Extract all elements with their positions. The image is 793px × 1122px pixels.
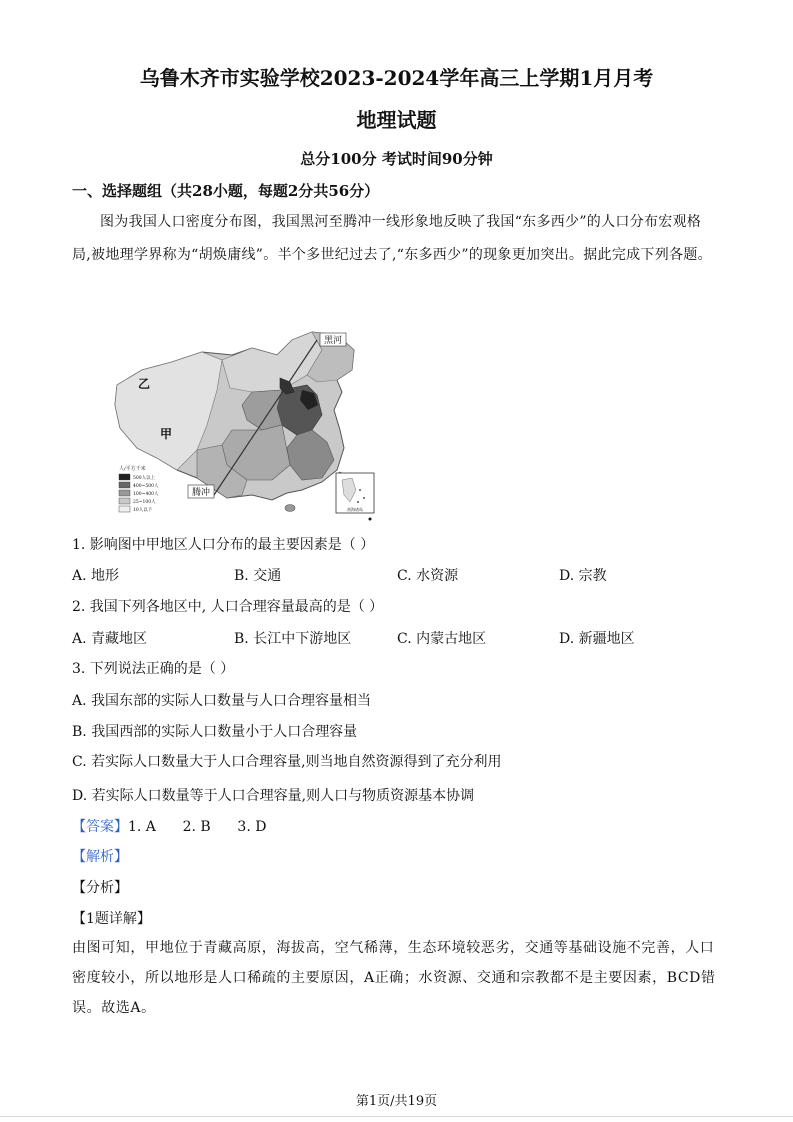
south-china-sea-inset bbox=[336, 473, 374, 513]
q3-option-b[interactable]: B. 我国西部的实际人口数量小于人口合理容量 bbox=[72, 724, 358, 740]
q1-option-c[interactable]: C. 水资源 bbox=[397, 568, 459, 584]
legend-item: 25~100人 bbox=[133, 500, 156, 505]
fenxi-label: 【分析】 bbox=[72, 880, 128, 896]
population-density-map bbox=[112, 330, 380, 525]
legend-item: 100~400人 bbox=[133, 492, 159, 497]
q2-option-d[interactable]: D. 新疆地区 bbox=[559, 631, 635, 647]
footer-divider bbox=[0, 1116, 793, 1117]
inset-label: 南海诸岛 bbox=[347, 507, 363, 512]
section-heading: 一、选择题组（共28小题，每题2分共56分） bbox=[72, 182, 380, 200]
q2-option-b[interactable]: B. 长江中下游地区 bbox=[234, 631, 352, 647]
exam-info: 总分100分 考试时间90分钟 bbox=[300, 150, 493, 168]
legend-item: 10人以下 bbox=[133, 508, 153, 513]
q3-option-d[interactable]: D. 若实际人口数量等于人口合理容量,则人口与物质资源基本协调 bbox=[72, 788, 475, 804]
detail-text: 由图可知，甲地位于青藏高原，海拔高，空气稀薄，生态环境较恶劣，交通等基础设施不完善，人口密度较小，所以地形是人口稀疏的主要原因，A正确；水资源、交通和宗教都不是主要因素，BCD错误。故选A。 bbox=[72, 940, 716, 1016]
label-jia: 甲 bbox=[160, 427, 173, 441]
question-2: 2. 我国下列各地区中, 人口合理容量最高的是（ ） bbox=[72, 599, 384, 615]
label-heihe: 黑河 bbox=[323, 336, 343, 346]
question-stem-paragraph: 图为我国人口密度分布图，我国黑河至腾冲一线形象地反映了我国“东多西少”的人口分布宏观格局,被地理学界称为“胡焕庸线”。半个多世纪过去了,“东多西少”的现象更加突出。据此完成下列各题。 bbox=[72, 214, 712, 263]
page-number: 第1页/共19页 bbox=[355, 1094, 438, 1109]
q1-option-b[interactable]: B. 交通 bbox=[234, 568, 282, 584]
q3-option-a[interactable]: A. 我国东部的实际人口数量与人口合理容量相当 bbox=[72, 693, 372, 709]
detail-label: 【1题详解】 bbox=[72, 911, 151, 927]
q1-option-d[interactable]: D. 宗教 bbox=[559, 568, 607, 584]
legend-item: 500人以上 bbox=[133, 476, 156, 481]
q3-option-c[interactable]: C. 若实际人口数量大于人口合理容量,则当地自然资源得到了充分利用 bbox=[72, 754, 502, 770]
answer-text: 1. A 2. B 3. D bbox=[128, 819, 267, 835]
document-title: 乌鲁木齐市实验学校2023-2024学年高三上学期1月月考 bbox=[139, 66, 654, 90]
map-legend bbox=[119, 465, 159, 513]
subject-title: 地理试题 bbox=[356, 108, 437, 132]
analysis-label: 【解析】 bbox=[72, 849, 128, 865]
answer-line bbox=[72, 816, 266, 836]
legend-item: 400~500人 bbox=[133, 484, 159, 489]
q2-option-a[interactable]: A. 青藏地区 bbox=[72, 631, 148, 647]
question-1: 1. 影响图中甲地区人口分布的最主要因素是（ ） bbox=[72, 537, 375, 553]
legend-title: 人/平方千米 bbox=[119, 466, 146, 472]
label-tengchong: 腾冲 bbox=[191, 488, 211, 498]
label-yi: 乙 bbox=[138, 377, 151, 391]
question-3: 3. 下列说法正确的是（ ） bbox=[72, 661, 235, 677]
answer-label: 【答案】 bbox=[72, 819, 128, 835]
q1-option-a[interactable]: A. 地形 bbox=[72, 568, 120, 584]
q2-option-c[interactable]: C. 内蒙古地区 bbox=[397, 631, 487, 647]
